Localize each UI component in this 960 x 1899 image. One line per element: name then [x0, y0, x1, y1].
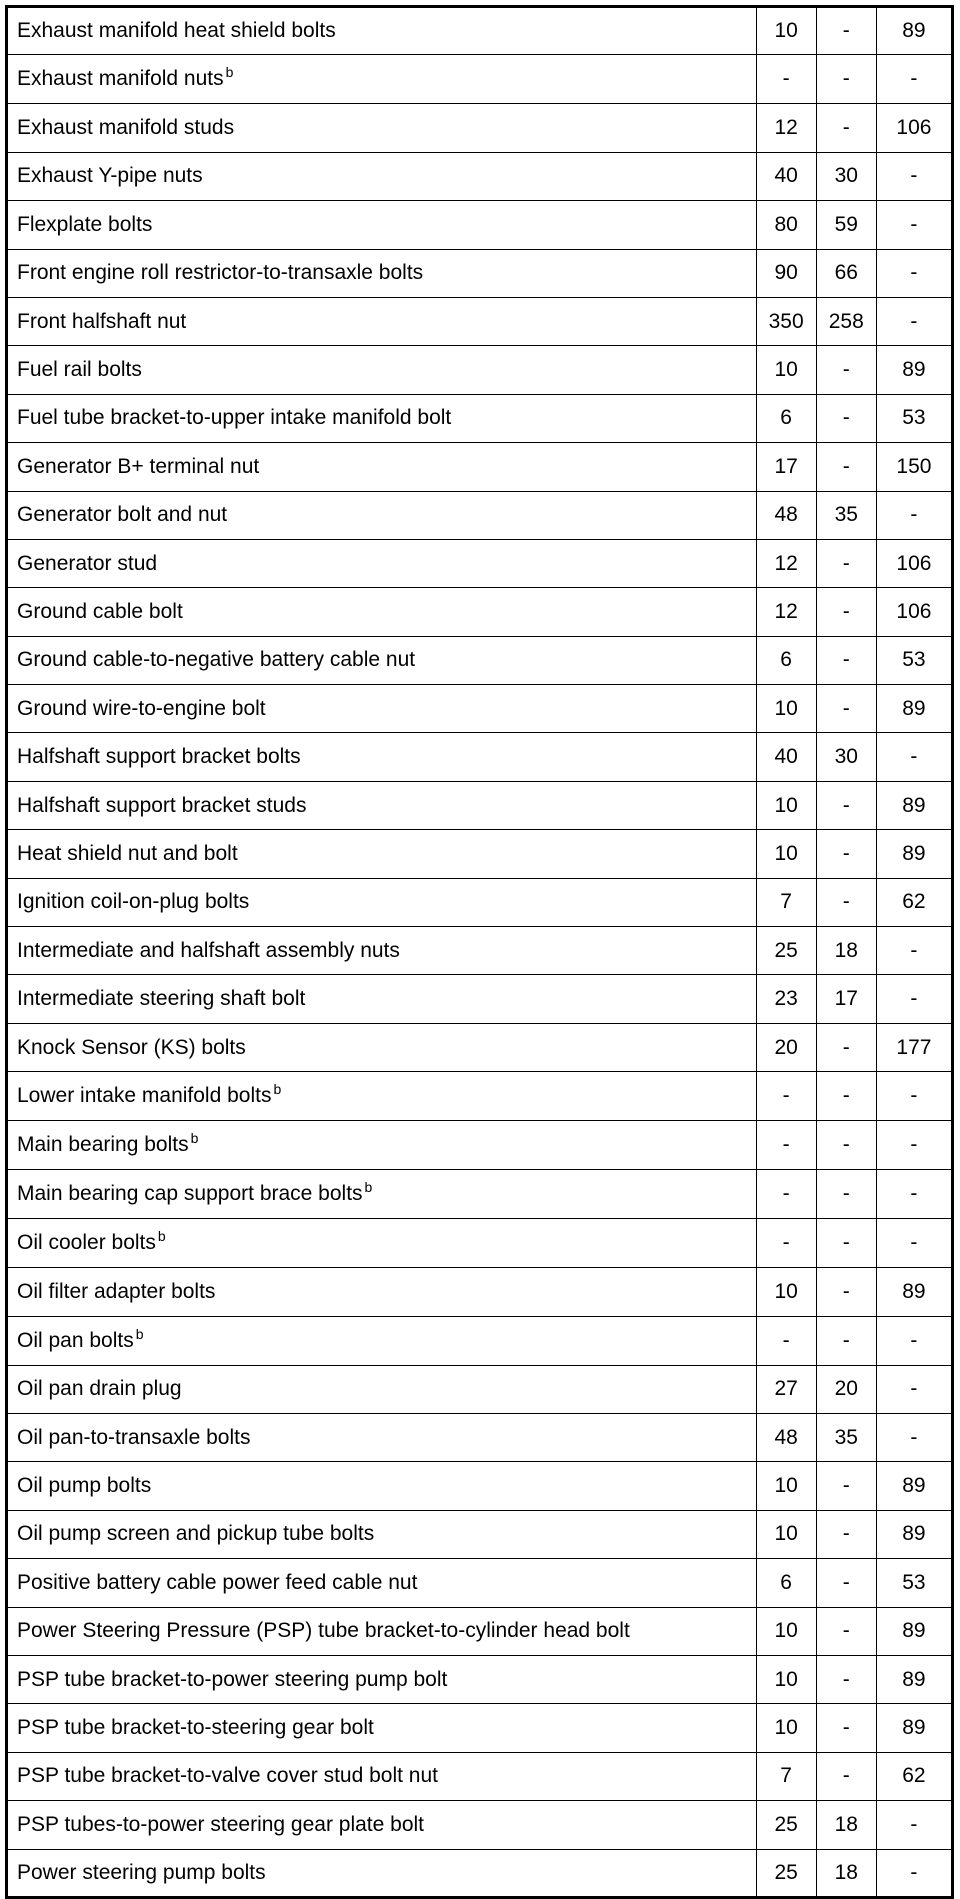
component-description-cell	[7, 7, 757, 55]
torque-lbft-cell: -	[816, 685, 876, 733]
torque-lbin-cell: -	[876, 249, 952, 297]
component-description: PSP tube bracket-to-steering gear bolt	[17, 1716, 374, 1740]
torque-nm-cell: 40	[756, 733, 816, 781]
torque-lbin-cell: -	[876, 1801, 952, 1849]
torque-lbin-cell: 89	[876, 1268, 952, 1316]
torque-lbin-cell: -	[876, 1365, 952, 1413]
component-description: Flexplate bolts	[17, 212, 153, 236]
torque-lbin-cell: -	[876, 1072, 952, 1121]
torque-lbft-cell: -	[816, 1704, 876, 1752]
torque-lbin-cell: 53	[876, 394, 952, 442]
component-description-cell	[7, 733, 757, 781]
component-description: Main bearing cap support brace bolts	[17, 1182, 363, 1206]
table-row	[7, 878, 953, 926]
torque-nm-cell: 10	[756, 685, 816, 733]
component-description-cell	[7, 636, 757, 684]
component-description-cell	[7, 297, 757, 345]
component-description-cell	[7, 975, 757, 1023]
torque-lbin-cell: 89	[876, 7, 952, 55]
torque-nm-cell: 25	[756, 1801, 816, 1849]
component-description: Lower intake manifold bolts	[17, 1084, 272, 1108]
torque-lbin-cell: 177	[876, 1023, 952, 1071]
table-row	[7, 7, 953, 55]
component-description: Exhaust manifold nuts	[17, 67, 224, 91]
torque-lbft-cell: -	[816, 636, 876, 684]
table-row	[7, 394, 953, 442]
torque-lbft-cell: -	[816, 1607, 876, 1655]
component-description-cell	[7, 539, 757, 587]
component-description-cell	[7, 152, 757, 200]
component-description-cell	[7, 1849, 757, 1897]
torque-lbft-cell: -	[816, 830, 876, 878]
table-row	[7, 588, 953, 636]
torque-lbin-cell: -	[876, 152, 952, 200]
torque-lbft-cell: -	[816, 878, 876, 926]
table-row	[7, 1559, 953, 1607]
table-row	[7, 1510, 953, 1558]
torque-lbin-cell: -	[876, 1170, 952, 1219]
torque-nm-cell: -	[756, 1219, 816, 1268]
table-row	[7, 249, 953, 297]
torque-lbft-cell: 18	[816, 1849, 876, 1897]
torque-nm-cell: 12	[756, 104, 816, 152]
component-description: Generator B+ terminal nut	[17, 454, 260, 478]
torque-lbft-cell: -	[816, 539, 876, 587]
torque-nm-cell: 10	[756, 1462, 816, 1510]
component-description-cell	[7, 1752, 757, 1800]
component-description: Ground cable bolt	[17, 599, 183, 623]
component-description-cell	[7, 1655, 757, 1703]
component-description-cell	[7, 878, 757, 926]
torque-lbft-cell: -	[816, 1170, 876, 1219]
torque-lbin-cell: -	[876, 201, 952, 249]
component-description-cell	[7, 1462, 757, 1510]
torque-nm-cell: 90	[756, 249, 816, 297]
table-row	[7, 1170, 953, 1219]
torque-lbft-cell: -	[816, 1072, 876, 1121]
torque-lbft-cell: -	[816, 55, 876, 104]
component-description: Exhaust manifold heat shield bolts	[17, 19, 336, 43]
torque-lbin-cell: 89	[876, 1704, 952, 1752]
torque-lbin-cell: 89	[876, 685, 952, 733]
component-description: Fuel tube bracket-to-upper intake manifold bolt	[17, 406, 452, 430]
component-description: Front halfshaft nut	[17, 309, 187, 333]
component-description: Ground wire-to-engine bolt	[17, 696, 266, 720]
table-row	[7, 1607, 953, 1655]
table-row	[7, 55, 953, 104]
torque-lbft-cell: -	[816, 7, 876, 55]
component-description: PSP tube bracket-to-power steering pump bolt	[17, 1667, 448, 1691]
torque-lbin-cell: 89	[876, 830, 952, 878]
torque-lbft-cell: -	[816, 1559, 876, 1607]
table-row	[7, 975, 953, 1023]
component-description-cell	[7, 1704, 757, 1752]
torque-nm-cell: 7	[756, 1752, 816, 1800]
component-description: PSP tubes-to-power steering gear plate bolt	[17, 1812, 425, 1836]
table-row	[7, 443, 953, 491]
component-description-cell	[7, 491, 757, 539]
component-description-cell	[7, 1268, 757, 1316]
footnote-marker: b	[135, 1325, 144, 1342]
torque-nm-cell: 25	[756, 1849, 816, 1897]
torque-nm-cell: 48	[756, 1413, 816, 1461]
torque-nm-cell: 48	[756, 491, 816, 539]
component-description-cell	[7, 1510, 757, 1558]
footnote-marker: b	[190, 1130, 199, 1147]
component-description: Main bearing bolts	[17, 1133, 189, 1157]
component-description: Power Steering Pressure (PSP) tube bracket-to-cylinder head bolt	[17, 1619, 630, 1643]
table-row	[7, 104, 953, 152]
torque-nm-cell: -	[756, 55, 816, 104]
torque-lbin-cell: 62	[876, 1752, 952, 1800]
component-description-cell	[7, 781, 757, 829]
torque-nm-cell: 12	[756, 539, 816, 587]
table-row	[7, 491, 953, 539]
torque-spec-table-body	[7, 7, 953, 1898]
component-description-cell	[7, 1121, 757, 1170]
torque-lbft-cell: -	[816, 443, 876, 491]
component-description: Halfshaft support bracket studs	[17, 793, 307, 817]
component-description: Exhaust Y-pipe nuts	[17, 164, 203, 188]
table-row	[7, 1462, 953, 1510]
torque-lbft-cell: -	[816, 1121, 876, 1170]
component-description-cell	[7, 443, 757, 491]
table-row	[7, 1219, 953, 1268]
component-description-cell	[7, 1801, 757, 1849]
torque-nm-cell: 27	[756, 1365, 816, 1413]
torque-nm-cell: 6	[756, 394, 816, 442]
component-description: Oil pan-to-transaxle bolts	[17, 1425, 251, 1449]
torque-lbin-cell: 89	[876, 1510, 952, 1558]
torque-nm-cell: 25	[756, 927, 816, 975]
component-description-cell	[7, 249, 757, 297]
component-description: Power steering pump bolts	[17, 1860, 266, 1884]
table-row	[7, 685, 953, 733]
component-description: Positive battery cable power feed cable nut	[17, 1570, 418, 1594]
torque-nm-cell: 10	[756, 781, 816, 829]
component-description-cell	[7, 201, 757, 249]
component-description: Oil pan bolts	[17, 1328, 134, 1352]
footnote-marker: b	[364, 1179, 373, 1196]
torque-lbft-cell: 17	[816, 975, 876, 1023]
torque-lbft-cell: -	[816, 781, 876, 829]
torque-lbin-cell: -	[876, 297, 952, 345]
torque-lbin-cell: 53	[876, 636, 952, 684]
table-row	[7, 927, 953, 975]
component-description: Knock Sensor (KS) bolts	[17, 1035, 246, 1059]
torque-nm-cell: 350	[756, 297, 816, 345]
table-row	[7, 830, 953, 878]
torque-lbft-cell: -	[816, 394, 876, 442]
component-description-cell	[7, 346, 757, 394]
torque-lbin-cell: -	[876, 1121, 952, 1170]
torque-lbft-cell: -	[816, 1219, 876, 1268]
torque-lbin-cell: 89	[876, 781, 952, 829]
component-description: PSP tube bracket-to-valve cover stud bolt nut	[17, 1764, 439, 1788]
torque-lbin-cell: 89	[876, 1655, 952, 1703]
torque-lbin-cell: 89	[876, 1607, 952, 1655]
torque-lbin-cell: -	[876, 975, 952, 1023]
torque-nm-cell: 7	[756, 878, 816, 926]
component-description: Generator bolt and nut	[17, 503, 228, 527]
component-description-cell	[7, 1072, 757, 1121]
torque-nm-cell: 23	[756, 975, 816, 1023]
torque-lbin-cell: 62	[876, 878, 952, 926]
component-description-cell	[7, 55, 757, 104]
torque-nm-cell: 20	[756, 1023, 816, 1071]
table-row	[7, 1413, 953, 1461]
table-row	[7, 1849, 953, 1897]
component-description: Ignition coil-on-plug bolts	[17, 890, 250, 914]
component-description-cell	[7, 1023, 757, 1071]
torque-lbin-cell: -	[876, 1413, 952, 1461]
torque-lbft-cell: 35	[816, 491, 876, 539]
table-row	[7, 1704, 953, 1752]
table-row	[7, 201, 953, 249]
torque-nm-cell: -	[756, 1121, 816, 1170]
torque-spec-table	[5, 5, 954, 1899]
footnote-marker: b	[157, 1228, 166, 1245]
torque-lbin-cell: 89	[876, 1462, 952, 1510]
component-description-cell	[7, 394, 757, 442]
component-description-cell	[7, 1607, 757, 1655]
torque-lbft-cell: 18	[816, 927, 876, 975]
component-description: Oil pump bolts	[17, 1474, 152, 1498]
component-description-cell	[7, 927, 757, 975]
component-description-cell	[7, 1559, 757, 1607]
torque-lbin-cell: 150	[876, 443, 952, 491]
table-row	[7, 1121, 953, 1170]
torque-lbft-cell: -	[816, 104, 876, 152]
torque-lbin-cell: -	[876, 1849, 952, 1897]
torque-lbin-cell: 53	[876, 1559, 952, 1607]
torque-nm-cell: 10	[756, 1510, 816, 1558]
table-row	[7, 1316, 953, 1365]
component-description: Oil cooler bolts	[17, 1231, 156, 1255]
torque-nm-cell: 17	[756, 443, 816, 491]
torque-nm-cell: 6	[756, 636, 816, 684]
torque-lbft-cell: 35	[816, 1413, 876, 1461]
component-description: Intermediate steering shaft bolt	[17, 987, 306, 1011]
torque-lbin-cell: -	[876, 927, 952, 975]
table-row	[7, 781, 953, 829]
component-description: Oil pan drain plug	[17, 1377, 182, 1401]
component-description-cell	[7, 685, 757, 733]
component-description: Heat shield nut and bolt	[17, 841, 238, 865]
table-row	[7, 1801, 953, 1849]
torque-lbin-cell: -	[876, 491, 952, 539]
torque-nm-cell: -	[756, 1170, 816, 1219]
table-row	[7, 1268, 953, 1316]
torque-spec-table-container	[5, 5, 955, 1899]
component-description: Ground cable-to-negative battery cable nut	[17, 648, 416, 672]
table-row	[7, 346, 953, 394]
component-description-cell	[7, 104, 757, 152]
torque-nm-cell: 10	[756, 1655, 816, 1703]
torque-nm-cell: 10	[756, 7, 816, 55]
torque-lbft-cell: 30	[816, 152, 876, 200]
component-description-cell	[7, 588, 757, 636]
table-row	[7, 152, 953, 200]
torque-lbin-cell: -	[876, 1316, 952, 1365]
torque-lbin-cell: -	[876, 1219, 952, 1268]
component-description-cell	[7, 1219, 757, 1268]
table-row	[7, 733, 953, 781]
torque-lbft-cell: -	[816, 1462, 876, 1510]
component-description: Generator stud	[17, 551, 158, 575]
torque-lbft-cell: 18	[816, 1801, 876, 1849]
torque-lbin-cell: 106	[876, 588, 952, 636]
torque-nm-cell: 10	[756, 346, 816, 394]
component-description-cell	[7, 1365, 757, 1413]
torque-nm-cell: 10	[756, 1607, 816, 1655]
torque-lbft-cell: 20	[816, 1365, 876, 1413]
torque-lbin-cell: 106	[876, 104, 952, 152]
torque-lbin-cell: 89	[876, 346, 952, 394]
torque-nm-cell: 10	[756, 830, 816, 878]
table-row	[7, 297, 953, 345]
torque-lbin-cell: 106	[876, 539, 952, 587]
torque-nm-cell: 80	[756, 201, 816, 249]
torque-lbft-cell: -	[816, 588, 876, 636]
torque-lbft-cell: -	[816, 1752, 876, 1800]
torque-lbin-cell: -	[876, 733, 952, 781]
torque-nm-cell: 10	[756, 1704, 816, 1752]
torque-lbft-cell: 30	[816, 733, 876, 781]
torque-lbin-cell: -	[876, 55, 952, 104]
component-description: Halfshaft support bracket bolts	[17, 745, 301, 769]
footnote-marker: b	[225, 64, 234, 81]
torque-nm-cell: 10	[756, 1268, 816, 1316]
torque-lbft-cell: -	[816, 1316, 876, 1365]
torque-lbft-cell: 59	[816, 201, 876, 249]
table-row	[7, 636, 953, 684]
component-description-cell	[7, 1316, 757, 1365]
torque-lbft-cell: -	[816, 1268, 876, 1316]
torque-lbft-cell: -	[816, 1655, 876, 1703]
component-description: Exhaust manifold studs	[17, 116, 235, 140]
torque-nm-cell: -	[756, 1072, 816, 1121]
table-row	[7, 1655, 953, 1703]
torque-lbft-cell: -	[816, 1023, 876, 1071]
component-description: Oil filter adapter bolts	[17, 1279, 216, 1303]
torque-nm-cell: 40	[756, 152, 816, 200]
torque-lbft-cell: -	[816, 1510, 876, 1558]
component-description-cell	[7, 830, 757, 878]
torque-nm-cell: -	[756, 1316, 816, 1365]
torque-lbft-cell: -	[816, 346, 876, 394]
table-row	[7, 539, 953, 587]
torque-lbft-cell: 66	[816, 249, 876, 297]
component-description-cell	[7, 1170, 757, 1219]
component-description: Oil pump screen and pickup tube bolts	[17, 1522, 375, 1546]
component-description: Intermediate and halfshaft assembly nuts	[17, 938, 400, 962]
component-description: Front engine roll restrictor-to-transaxle bolts	[17, 261, 424, 285]
table-row	[7, 1023, 953, 1071]
component-description: Fuel rail bolts	[17, 358, 142, 382]
table-row	[7, 1072, 953, 1121]
footnote-marker: b	[273, 1081, 282, 1098]
torque-lbft-cell: 258	[816, 297, 876, 345]
torque-nm-cell: 12	[756, 588, 816, 636]
table-row	[7, 1752, 953, 1800]
table-row	[7, 1365, 953, 1413]
component-description-cell	[7, 1413, 757, 1461]
torque-nm-cell: 6	[756, 1559, 816, 1607]
